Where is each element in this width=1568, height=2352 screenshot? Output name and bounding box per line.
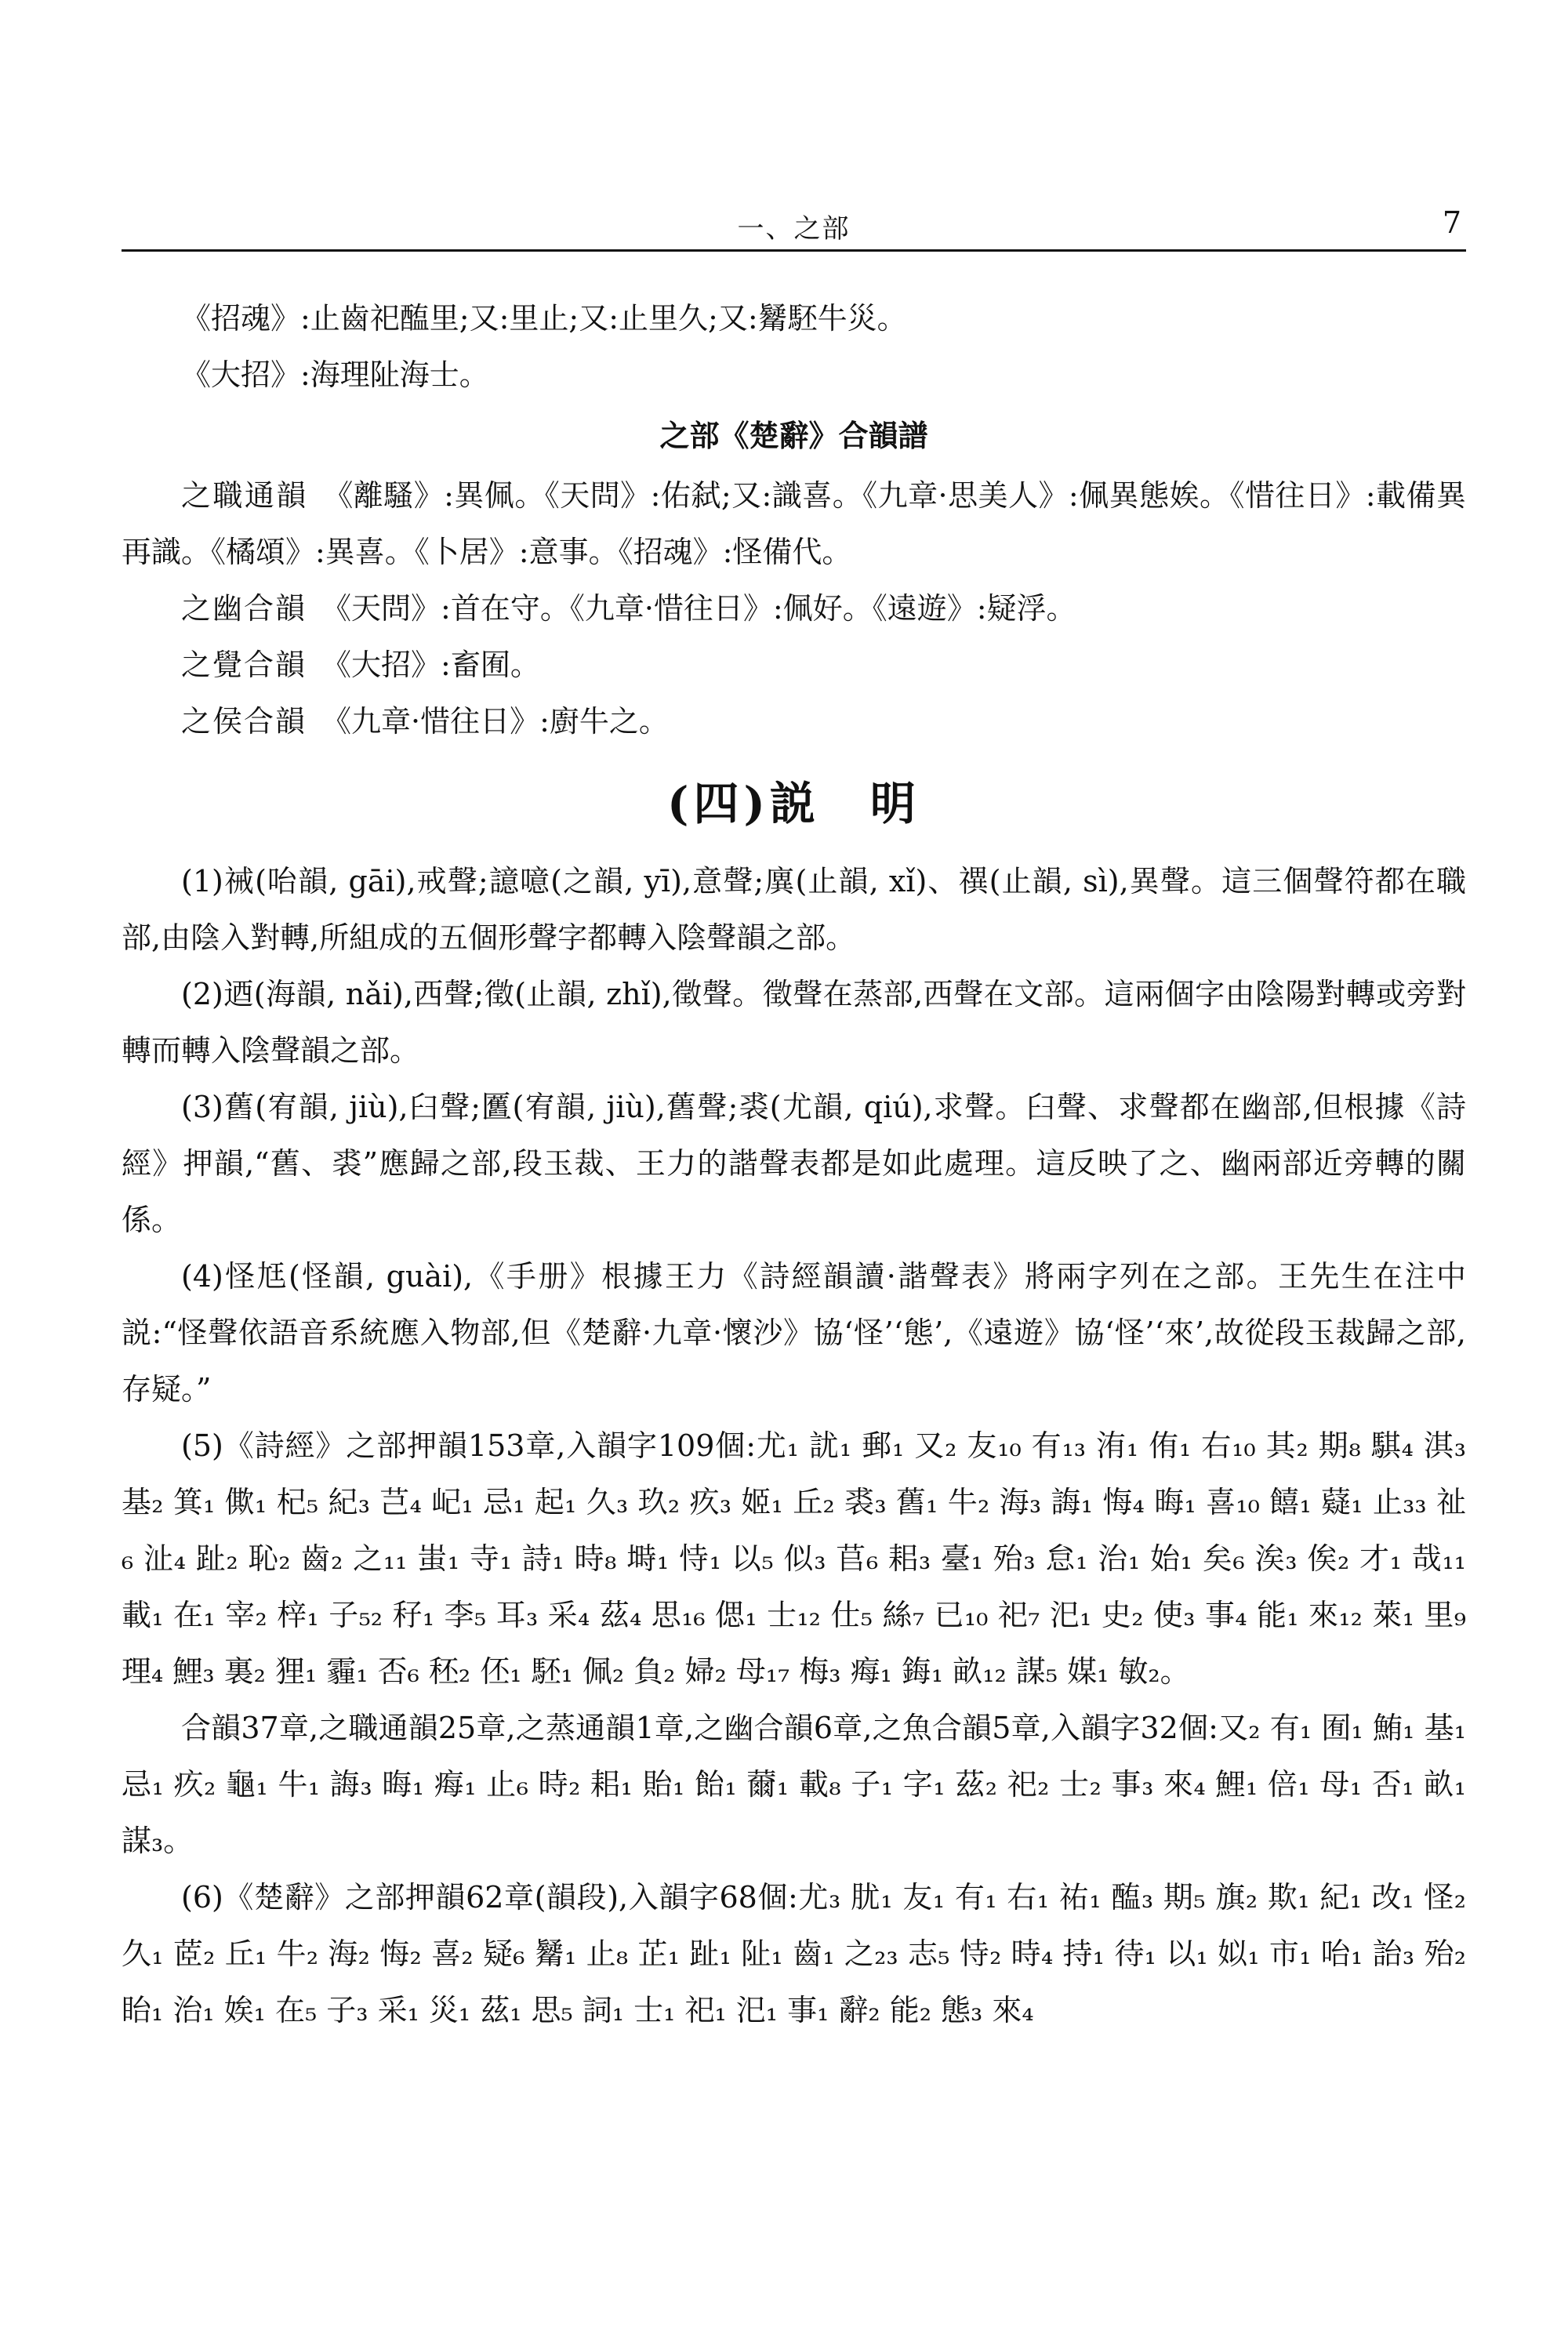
body-text [122, 290, 1466, 2038]
intro-line-2: 《大招》:海理阯海士。 [181, 358, 489, 392]
rhyme-table-subtitle: 之部《楚辭》合韻譜 [659, 418, 928, 453]
rhyme-entry-text: 《大招》:畜囿。 [336, 648, 540, 682]
header-title: 一、之部 [737, 213, 851, 245]
section-heading: (四)説 明 [667, 777, 920, 830]
note-2: (2)迺(海韻, nǎi),西聲;徵(止韻, zhǐ),徵聲。徵聲在蒸部,西聲在文部。這兩個字由陰陽對轉或旁對轉而轉入陰聲韻之部。 [122, 977, 1466, 1068]
note-3: (3)舊(宥韻, jiù),臼聲;匶(宥韻, jiù),舊聲;裘(尤韻, qiú),求聲。臼聲、求聲都在幽部,但根據《詩經》押韻,“舊、裘”應歸之部,段玉裁、王力的諧聲表都是如此處理。這反映了之、幽兩部近旁轉的關係。 [122, 1090, 1466, 1237]
rhyme-group-label: 之職通韻 [181, 478, 308, 513]
note-5-continued: 合韻37章,之職通韻25章,之蒸通韻1章,之幽合韻6章,之魚合韻5章,入韻字32個:又₂ 有₁ 囿₁ 鮪₁ 基₁ 忌₁ 疚₂ 龜₁ 牛₁ 誨₃ 晦₁ 痗₁ 止₆ 時₂ 耜₁ 貽₁ 飴₁ 薾₁ 載₈ 子₁ 字₁ 茲₂ 祀₂ 士₂ 事₃ 來₄ 鯉₁ 倍₁ 母₁ 否₁ 畝₁ 謀₃。 [122, 1711, 1466, 1858]
rhyme-entry-text: 《離騷》:異佩。《天問》:佑弑;又:識喜。《九章·思美人》:佩異態娭。《惜往日》:載備異再識。《橘頌》:異喜。《卜居》:意事。《招魂》:怪備代。 [122, 478, 1466, 569]
rhyme-group-label: 之覺合韻 [181, 648, 307, 682]
intro-line-1: 《招魂》:止齒祀醢里;又:里止;又:止里久;又:觺駓牛災。 [181, 301, 907, 336]
rhyme-entry-zhi-zhi [122, 467, 1466, 580]
rhyme-entry-zhi-you [122, 580, 1466, 637]
rhyme-group-label: 之幽合韻 [181, 591, 307, 626]
page-number: 7 [1442, 205, 1461, 240]
note-4: (4)怪尪(怪韻, guài),《手册》根據王力《詩經韻讀·諧聲表》將兩字列在之部。王先生在注中説:“怪聲依語音系統應入物部,但《楚辭·九章·懷沙》協‘怪’‘態’,《遠遊》協‘怪’‘來’,故從段玉裁歸之部,存疑。” [122, 1259, 1466, 1406]
note-5: (5)《詩經》之部押韻153章,入韻字109個:尤₁ 訧₁ 郵₁ 又₂ 友₁₀ 有₁₃ 洧₁ 侑₁ 右₁₀ 其₂ 期₈ 騏₄ 淇₃ 基₂ 箕₁ 僛₁ 杞₅ 紀₃ 芑₄ 屺₁ 忌₁ 起₁ 久₃ 玖₂ 疚₃ 姬₁ 丘₂ 裘₃ 舊₁ 牛₂ 海₃ 誨₁ 悔₄ 晦₁ 喜₁₀ 饎₁ 薿₁ 止₃₃ 祉₆ 沚₄ 趾₂ 恥₂ 齒₂ 之₁₁ 蚩₁ 寺₁ 詩₁ 時₈ 塒₁ 恃₁ 以₅ 似₃ 苢₆ 耜₃ 臺₁ 殆₃ 怠₁ 治₁ 始₁ 矣₆ 涘₃ 俟₂ 才₁ 哉₁₁ 載₁ 在₁ 宰₂ 梓₁ 子₅₂ 秄₁ 李₅ 耳₃ 采₄ 茲₄ 思₁₆ 偲₁ 士₁₂ 仕₅ 絲₇ 已₁₀ 祀₇ 汜₁ 史₂ 使₃ 事₄ 能₁ 來₁₂ 萊₁ 里₉ 理₄ 鯉₃ 裏₂ 狸₁ 霾₁ 否₆ 秠₂ 伾₁ 駓₁ 佩₂ 負₂ 婦₂ 母₁₇ 梅₃ 痗₁ 鋂₁ 畝₁₂ 謀₅ 媒₁ 敏₂。 [122, 1428, 1466, 1689]
rhyme-entry-text: 《天問》:首在守。《九章·惜往日》:佩好。《遠遊》:疑浮。 [336, 591, 1076, 626]
rhyme-entry-zhi-jue [122, 637, 1466, 693]
rhyme-entry-zhi-hou [122, 693, 1466, 750]
note-6: (6)《楚辭》之部押韻62章(韻段),入韻字68個:尤₃ 肬₁ 友₁ 有₁ 右₁ 祐₁ 醢₃ 期₅ 旗₂ 欺₁ 紀₁ 改₁ 怪₂ 久₁ 茝₂ 丘₁ 牛₂ 海₂ 悔₂ 喜₂ 疑₆ 觺₁ 止₈ 芷₁ 趾₁ 阯₁ 齒₁ 之₂₃ 志₅ 恃₂ 時₄ 持₁ 待₁ 以₁ 姒₁ 市₁ 咍₁ 詒₃ 殆₂ 眙₁ 治₁ 娭₁ 在₅ 子₃ 采₁ 災₁ 茲₁ 思₅ 詞₁ 士₁ 祀₁ 汜₁ 事₁ 辭₂ 能₂ 態₃ 來₄ [122, 1880, 1466, 2027]
rhyme-group-label: 之侯合韻 [181, 704, 307, 739]
note-1: (1)祴(咍韻, gāi),戒聲;譩噫(之韻, yī),意聲;廙(止韻, xǐ)、禩(止韻, sì),異聲。這三個聲符都在職部,由陰入對轉,所組成的五個形聲字都轉入陰聲韻之部。 [122, 864, 1466, 955]
rhyme-entry-text: 《九章·惜往日》:廚牛之。 [336, 704, 669, 739]
running-header [122, 202, 1466, 252]
